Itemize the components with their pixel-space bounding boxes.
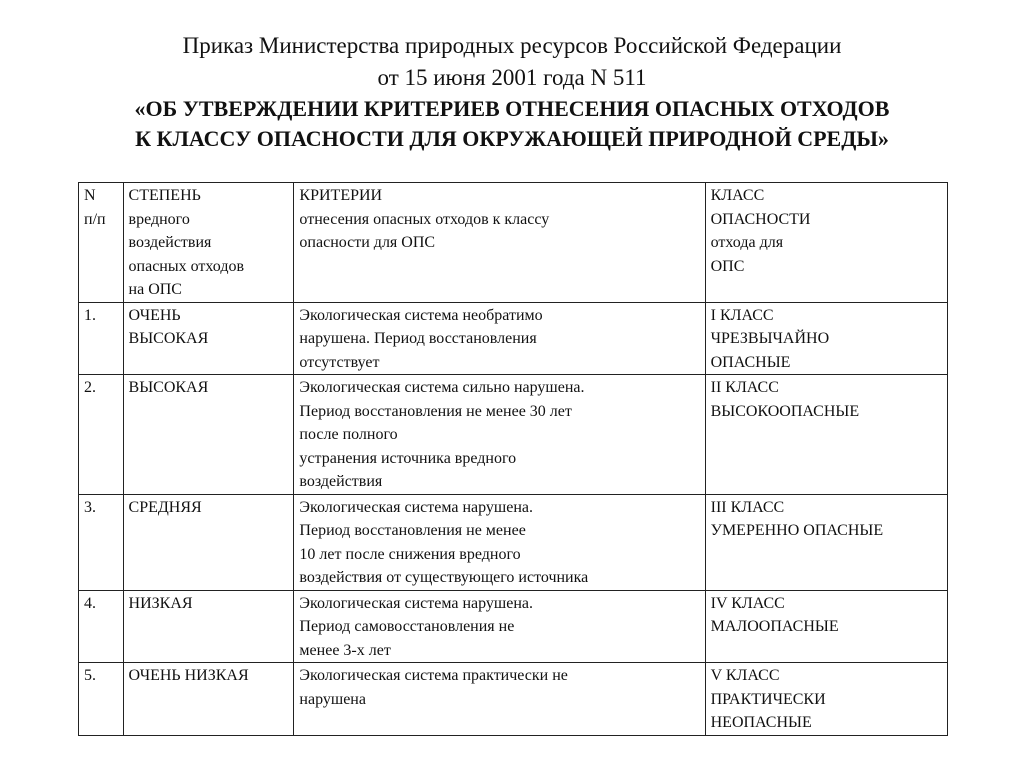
row-hazard-class: IV КЛАСС МАЛООПАСНЫЕ <box>705 590 947 663</box>
row-degree: ВЫСОКАЯ <box>123 375 294 495</box>
row-number: 5. <box>79 663 124 736</box>
row-number: 3. <box>79 494 124 590</box>
row-hazard-class: II КЛАСС ВЫСОКООПАСНЫЕ <box>705 375 947 495</box>
order-issuer: Приказ Министерства природных ресурсов Российской Федерации <box>182 33 842 58</box>
header-criteria: КРИТЕРИИ отнесения опасных отходов к классу опасности для ОПС <box>294 183 705 303</box>
table-row <box>79 375 948 495</box>
row-degree: НИЗКАЯ <box>123 590 294 663</box>
table-row <box>79 302 948 375</box>
row-degree: СРЕДНЯЯ <box>123 494 294 590</box>
table-row <box>79 590 948 663</box>
order-date-number: от 15 июня 2001 года N 511 <box>377 65 647 90</box>
row-degree: ОЧЕНЬ ВЫСОКАЯ <box>123 302 294 375</box>
order-title-line-1: «ОБ УТВЕРЖДЕНИИ КРИТЕРИЕВ ОТНЕСЕНИЯ ОПАСНЫХ ОТХОДОВ <box>134 96 890 121</box>
header-degree: СТЕПЕНЬ вредного воздействия опасных отходов на ОПС <box>123 183 294 303</box>
row-hazard-class: III КЛАСС УМЕРЕННО ОПАСНЫЕ <box>705 494 947 590</box>
row-number: 4. <box>79 590 124 663</box>
table-row <box>79 494 948 590</box>
order-title-line-2: К КЛАССУ ОПАСНОСТИ ДЛЯ ОКРУЖАЮЩЕЙ ПРИРОДНОЙ СРЕДЫ» <box>135 126 889 151</box>
table-row <box>79 663 948 736</box>
header-hazard-class: КЛАСС ОПАСНОСТИ отхода для ОПС <box>705 183 947 303</box>
row-number: 2. <box>79 375 124 495</box>
row-criteria: Экологическая система нарушена. Период восстановления не менее 10 лет после снижения вредного воздействия от существующего источника <box>294 494 705 590</box>
row-hazard-class: I КЛАСС ЧРЕЗВЫЧАЙНО ОПАСНЫЕ <box>705 302 947 375</box>
header-number: N п/п <box>79 183 124 303</box>
row-criteria: Экологическая система необратимо нарушена. Период восстановления отсутствует <box>294 302 705 375</box>
hazard-criteria-table <box>78 182 948 736</box>
row-criteria: Экологическая система практически не нарушена <box>294 663 705 736</box>
row-hazard-class: V КЛАСС ПРАКТИЧЕСКИ НЕОПАСНЫЕ <box>705 663 947 736</box>
row-degree: ОЧЕНЬ НИЗКАЯ <box>123 663 294 736</box>
row-number: 1. <box>79 302 124 375</box>
table-header-row <box>79 183 948 303</box>
row-criteria: Экологическая система сильно нарушена. Период восстановления не менее 30 лет после полного устранения источника вредного воздействия <box>294 375 705 495</box>
document-header <box>0 30 1024 154</box>
row-criteria: Экологическая система нарушена. Период самовосстановления не менее 3-х лет <box>294 590 705 663</box>
